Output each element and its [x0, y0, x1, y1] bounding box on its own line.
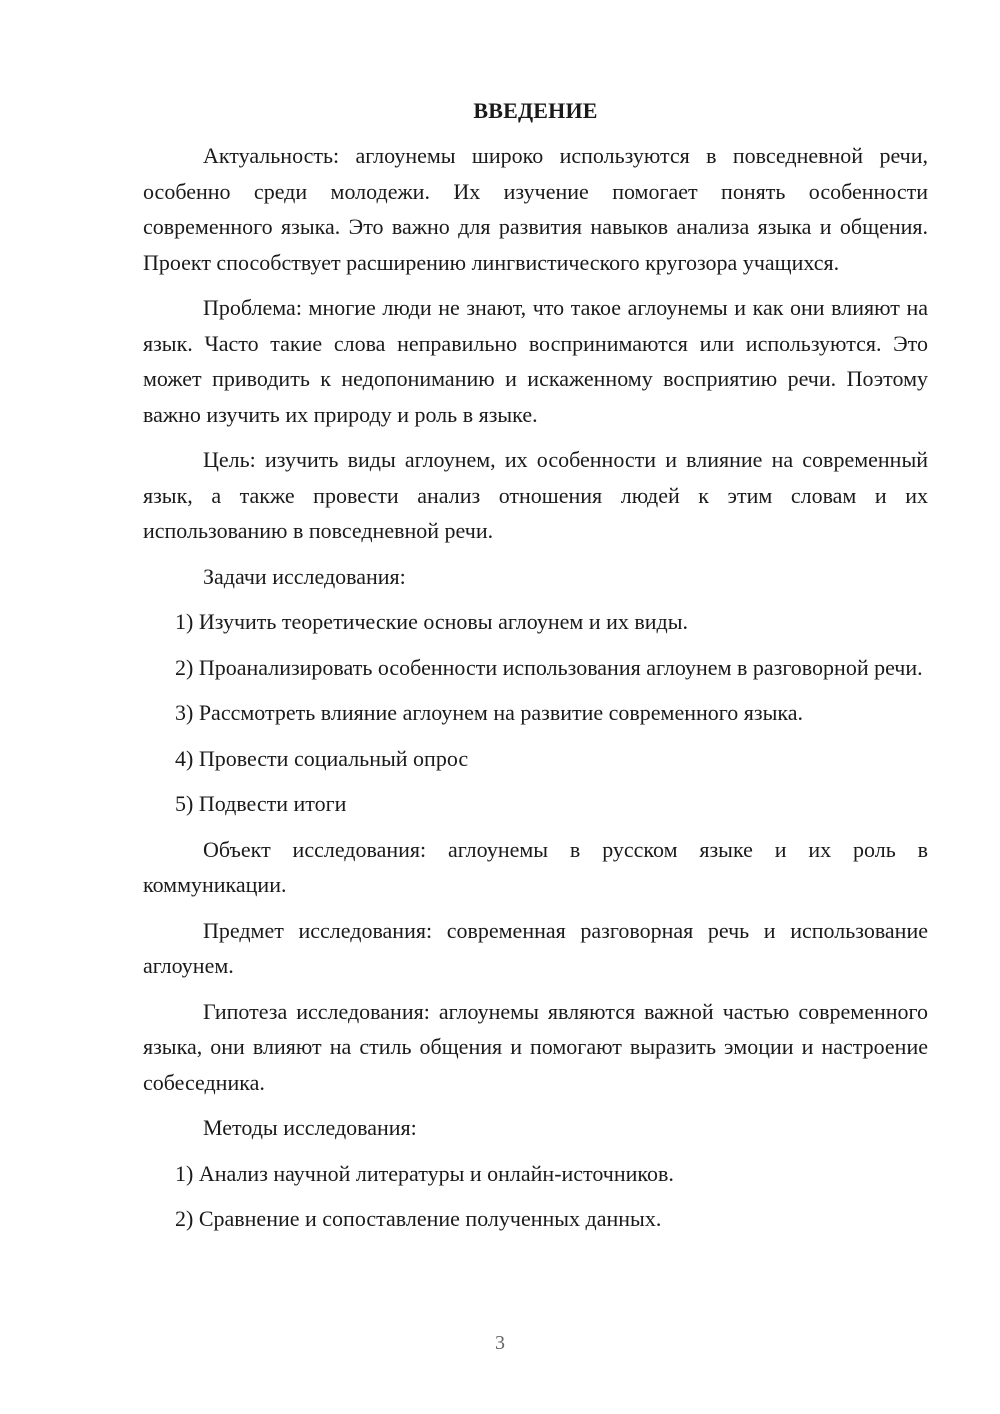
- method-item-2: 2) Сравнение и сопоставление полученных данных.: [175, 1206, 662, 1231]
- paragraph-problem: Проблема: многие люди не знают, что такое аглоунемы и как они влияют на язык. Часто такие слова неправильно воспринимаются или используются. Это может приводить к недопониманию и искаженному восприятию речи. Поэтому важно изучить их природу и роль в языке.: [143, 295, 928, 427]
- section-heading: ВВЕДЕНИЕ: [473, 98, 598, 123]
- task-item-3: 3) Рассмотреть влияние аглоунем на развитие современного языка.: [175, 700, 803, 725]
- methods-title: Методы исследования:: [203, 1115, 417, 1140]
- task-item-2: 2) Проанализировать особенности использования аглоунем в разговорной речи.: [175, 654, 923, 680]
- paragraph-relevance: Актуальность: аглоунемы широко используются в повседневной речи, особенно среди молодежи. Их изучение помогает понять особенности современного языка. Это важно для развития навыков анализа языка и общения. Проект способствует расширению лингвистического кругозора учащихся.: [143, 143, 928, 275]
- method-item-1: 1) Анализ научной литературы и онлайн-источников.: [175, 1160, 674, 1186]
- document-page: [143, 96, 928, 1247]
- paragraph-goal: Цель: изучить виды аглоунем, их особенности и влияние на современный язык, а также провести анализ отношения людей к этим словам и их использованию в повседневной речи.: [143, 447, 928, 543]
- paragraph-object: Объект исследования: аглоунемы в русском языке и их роль в коммуникации.: [143, 836, 928, 897]
- task-item-5: 5) Подвести итоги: [175, 791, 347, 816]
- paragraph-subject: Предмет исследования: современная разговорная речь и использование аглоунем.: [143, 917, 928, 978]
- task-item-1: 1) Изучить теоретические основы аглоунем и их виды.: [175, 609, 689, 634]
- paragraph-hypothesis: Гипотеза исследования: аглоунемы являются важной частью современного языка, они влияют на стиль общения и помогают выразить эмоции и настроение собеседника.: [143, 998, 928, 1095]
- tasks-title: Задачи исследования:: [203, 563, 406, 589]
- page-number: 3: [495, 1332, 505, 1354]
- task-item-4: 4) Провести социальный опрос: [175, 745, 469, 771]
